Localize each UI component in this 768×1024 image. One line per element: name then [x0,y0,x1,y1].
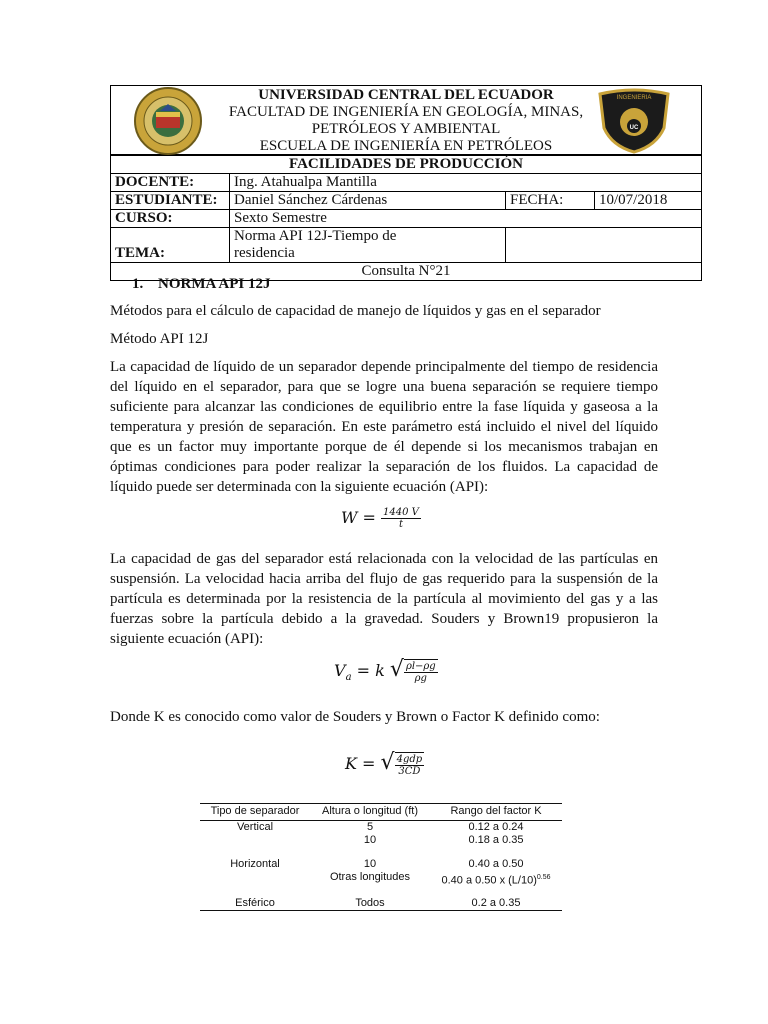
table-top-rule [200,803,562,804]
paragraph-method-api: Método API 12J [110,331,209,347]
paragraph-liquid-capacity: La capacidad de líquido de un separador depende principalmente del tiempo de residencia del líquido en el separador, para que se logre una buena separación se requiere tiempo suficiente para alcanzar las condiciones de equilibrio entre la fase líquida y gaseosa a la temperatura y presión de separación. En este parámetro está incluido el nivel del líquido que es un factor muy importante porque de él depende si los mecanismos trabajan en óptimas condiciones para poder realizar la separación de los fluidos. La capacidad de líquido puede ser determinada con la siguiente ecuación (API): [110,359,658,495]
consulta-number: Consulta N°21 [111,263,702,281]
tema-line1: Norma API 12J-Tiempo de [234,228,397,244]
docente-label: DOCENTE: [111,174,230,192]
formula-va [334,657,438,684]
section-heading [132,276,271,293]
tema-value [230,228,506,263]
table-bottom-rule [200,910,562,911]
table-cell: Otras longitudes [329,871,411,883]
paragraph-k-definition: Donde K es conocido como valor de Souders y Brown o Factor K definido como: [110,709,600,725]
estudiante-label: ESTUDIANTE: [111,192,230,210]
formula-w-fraction [381,507,421,530]
formula-va-subscript: a [345,672,352,684]
table-cell: 5 [366,821,374,833]
table-row [111,192,702,210]
school-name: ESCUELA DE INGENIERÍA EN PETRÓLEOS [259,138,553,154]
tema-label: TEMA: [111,228,230,263]
fecha-value: 10/07/2018 [595,192,702,210]
formula-w-lhs: W = [341,508,376,527]
formula-k [345,750,424,777]
tema-line2: residencia [234,245,295,261]
table-cell-with-exponent [430,871,562,888]
section-number: 1. [132,276,144,292]
subject-title: FACILIDADES DE PRODUCCIÓN [111,156,702,174]
table-cell-exponent: 0.56 [536,874,551,881]
estudiante-value: Daniel Sánchez Cárdenas [230,192,506,210]
institution-header [110,85,702,155]
section-title: NORMA API 12J [158,276,271,292]
fecha-label: FECHA: [506,192,595,210]
table-cell: Esférico [235,897,275,909]
table-header-range: Rango del factor K [450,805,542,817]
docente-value: Ing. Atahualpa Mantilla [230,174,702,192]
table-cell: 0.2 a 0.35 [471,897,521,909]
table-row [111,210,702,228]
table-row [111,156,702,174]
empty-cell [506,228,702,263]
table-header-type: Tipo de separador [210,805,300,817]
table-cell: 0.40 a 0.50 x (L/10) [441,874,537,887]
paragraph-methods: Métodos para el cálculo de capacidad de manejo de líquidos y gas en el separador [110,303,601,319]
table-cell: Vertical [236,821,274,833]
formula-va-denominator: ρg [414,673,427,684]
formula-k-lhs: K = [345,754,376,773]
table-header-height: Altura o longitud (ft) [322,805,418,817]
faculty-line1: FACULTAD DE INGENIERÍA EN GEOLOGÍA, MINAS, [228,104,584,120]
curso-value: Sexto Semestre [230,210,702,228]
formula-k-numerator: 4gdp [396,754,423,765]
table-cell: 10 [363,834,377,846]
formula-va-fraction [404,659,438,684]
table-cell: Todos [355,897,385,909]
formula-w-numerator: 1440 V [383,507,419,518]
formula-w-denominator: t [398,519,403,530]
paragraph-gas-capacity: La capacidad de gas del separador está relacionada con la velocidad de las partículas en suspensión. La velocidad hacia arriba del flujo de gas requerido para la suspensión de la partícula es determinada por la resistencia de la partícula al movimiento del gas y a las fuerzas sobre la partícula debido a la gravedad. Souders y Brown19 propusieron la siguiente ecuación (API): [110,551,658,647]
table-row [111,174,702,192]
formula-k-denominator: 3CD [398,766,421,777]
sqrt-icon: √ [389,657,404,682]
formula-w [341,507,421,530]
course-info-table [110,155,702,281]
table-cell: 0.18 a 0.35 [468,834,524,846]
university-name: UNIVERSIDAD CENTRAL DEL ECUADOR [258,87,554,103]
formula-va-lhs: V [334,661,346,680]
formula-va-mid: = k [356,661,385,680]
formula-k-fraction [395,752,425,777]
table-cell: Horizontal [230,858,280,870]
table-row [111,228,702,263]
table-cell: 0.40 a 0.50 [468,858,524,870]
formula-va-numerator: ρl−ρg [405,661,436,672]
shield-badge-text: UC [629,125,639,131]
sqrt-icon: √ [380,750,395,775]
table-cell: 0.12 a 0.24 [468,821,524,833]
faculty-line2: PETRÓLEOS Y AMBIENTAL [311,121,501,137]
engineering-shield-logo [596,88,672,154]
shield-top-text: INGENIERIA [616,95,652,101]
curso-label: CURSO: [111,210,230,228]
table-cell: 10 [363,858,377,870]
